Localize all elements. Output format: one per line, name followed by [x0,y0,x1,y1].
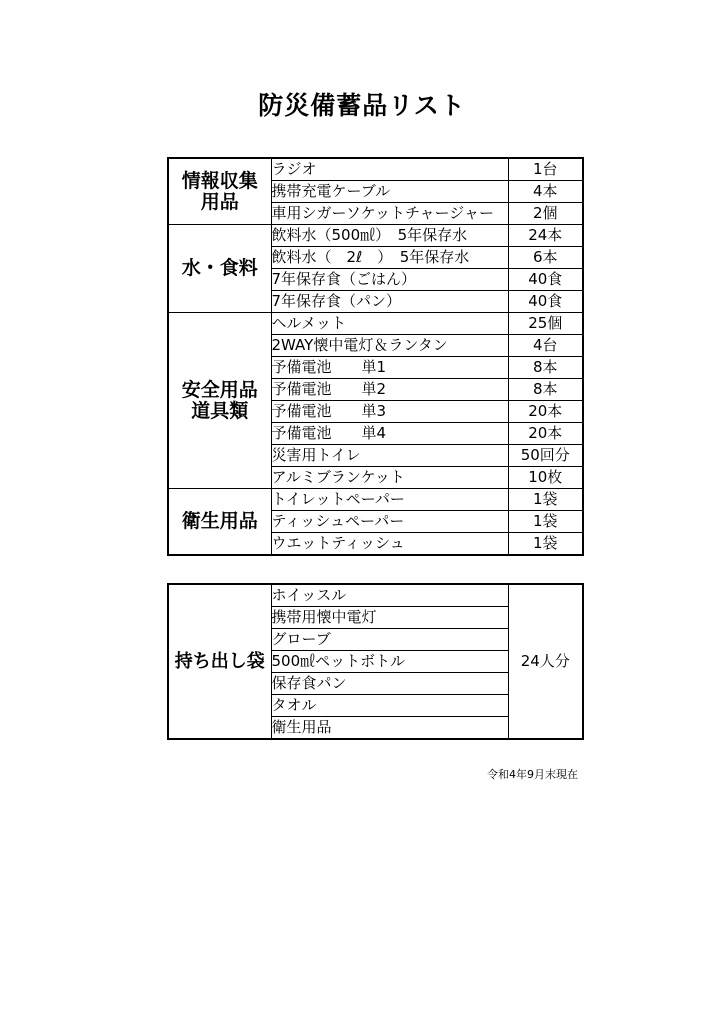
item-qty-cell: 6本 [508,247,583,269]
table-row [168,313,583,335]
bag-item-cell: ホイッスル [271,584,508,607]
emergency-bag-table [167,583,584,740]
item-name-cell: 予備電池 単3 [271,401,508,423]
bag-qty-cell: 24人分 [508,584,583,739]
bag-category-cell: 持ち出し袋 [168,584,271,739]
bag-item-cell: 携帯用懐中電灯 [271,607,508,629]
item-name-cell: アルミブランケット [271,467,508,489]
item-qty-cell: 2個 [508,203,583,225]
bag-item-cell: 保存食パン [271,673,508,695]
bag-item-cell: グローブ [271,629,508,651]
item-name-cell: 7年保存食（ごはん） [271,269,508,291]
table-row [168,489,583,511]
item-qty-cell: 4本 [508,181,583,203]
category-cell: 衛生用品 [168,489,271,556]
bag-item-cell: タオル [271,695,508,717]
item-name-cell: ヘルメット [271,313,508,335]
bag-item-cell: 500㎖ペットボトル [271,651,508,673]
item-qty-cell: 20本 [508,423,583,445]
item-qty-cell: 1袋 [508,489,583,511]
item-name-cell: ティッシュペーパー [271,511,508,533]
item-name-cell: 予備電池 単4 [271,423,508,445]
item-qty-cell: 1袋 [508,511,583,533]
item-name-cell: 災害用トイレ [271,445,508,467]
item-name-cell: 車用シガーソケットチャージャー [271,203,508,225]
table-row [168,225,583,247]
item-qty-cell: 40食 [508,269,583,291]
item-qty-cell: 24本 [508,225,583,247]
item-qty-cell: 4台 [508,335,583,357]
item-name-cell: ウエットティッシュ [271,533,508,556]
item-qty-cell: 1袋 [508,533,583,556]
item-name-cell: 携帯充電ケーブル [271,181,508,203]
item-name-cell: ラジオ [271,158,508,181]
bag-item-cell: 衛生用品 [271,717,508,740]
item-name-cell: トイレットペーパー [271,489,508,511]
item-qty-cell: 1台 [508,158,583,181]
item-name-cell: 予備電池 単2 [271,379,508,401]
item-name-cell: 飲料水（ 2ℓ ） 5年保存水 [271,247,508,269]
table-row [168,584,583,607]
item-qty-cell: 8本 [508,357,583,379]
item-name-cell: 飲料水（500㎖） 5年保存水 [271,225,508,247]
item-qty-cell: 25個 [508,313,583,335]
category-cell: 情報収集 用品 [168,158,271,225]
table-row [168,158,583,181]
item-qty-cell: 50回分 [508,445,583,467]
item-name-cell: 2WAY懐中電灯＆ランタン [271,335,508,357]
stockpile-table [167,157,584,556]
item-qty-cell: 10枚 [508,467,583,489]
item-qty-cell: 20本 [508,401,583,423]
item-name-cell: 予備電池 単1 [271,357,508,379]
page-title: 防災備蓄品リスト [258,91,466,120]
category-cell: 水・食料 [168,225,271,313]
item-name-cell: 7年保存食（パン） [271,291,508,313]
item-qty-cell: 40食 [508,291,583,313]
category-cell: 安全用品 道具類 [168,313,271,489]
date-note: 令和4年9月末現在 [487,768,578,781]
item-qty-cell: 8本 [508,379,583,401]
